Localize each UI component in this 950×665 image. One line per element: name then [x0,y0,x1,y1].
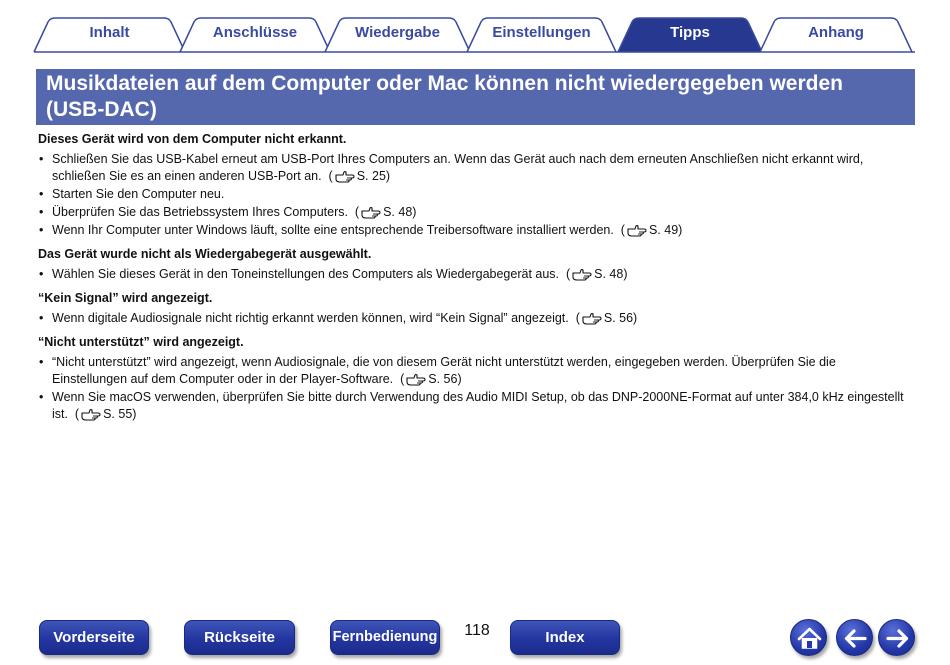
page-number: 118 [464,622,490,639]
bullet-list [38,151,908,239]
page-reference-label: S. 48 [594,267,624,281]
page-reference[interactable]: ( S. 48) [347,205,417,219]
tab-anschlüsse[interactable]: Anschlüsse [212,24,298,41]
next-page-button[interactable] [878,619,915,656]
list-item [38,354,908,388]
index-button[interactable]: Index [510,620,620,655]
bullet-list [38,310,908,327]
list-item-text: Schließen Sie das USB-Kabel erneut am USB-Port Ihres Computers an. Wenn das Gerät auch nach dem erneuten Anschließen nicht erkannt wird, schließen Sie es an einen anderen USB-Port an. [52,152,864,183]
page-title: Musikdateien auf dem Computer oder Mac können nicht wiedergegeben werden (USB-DAC) [36,69,915,125]
page-reference[interactable]: ( S. 48) [559,267,628,281]
reference-hand-icon [582,312,602,325]
tab-tipps[interactable]: Tipps [670,24,710,41]
page-reference[interactable]: ( S. 49) [613,223,683,237]
page-reference-label: S. 48 [383,205,413,219]
troubleshooting-section [38,246,908,283]
section-heading: Dieses Gerät wird von dem Computer nicht erkannt. [38,132,347,146]
arrow-left-icon [837,620,874,657]
tab-bar [0,0,950,56]
page-reference[interactable]: ( S. 25) [321,169,391,183]
home-icon [791,620,828,657]
reference-hand-icon [361,206,381,219]
tab-inhalt[interactable]: Inhalt [89,24,130,41]
tab-anhang[interactable]: Anhang [808,24,864,41]
section-heading: “Nicht unterstützt” wird angezeigt. [38,335,244,349]
list-item [38,266,908,283]
content-area [38,131,908,430]
page-reference-label: S. 49 [648,223,679,237]
tab-einstellungen[interactable]: Einstellungen [492,24,591,41]
home-button[interactable] [790,619,827,656]
page-reference-label: S. 56 [428,372,458,386]
troubleshooting-section [38,334,908,423]
list-item [38,222,908,239]
section-heading: Das Gerät wurde nicht als Wiedergabegerät ausgewählt. [38,247,372,261]
page-reference[interactable]: ( S. 56) [393,372,462,386]
list-item-text: Wählen Sie dieses Gerät in den Toneinstellungen des Computers als Wiedergabegerät aus. [52,267,560,281]
page-reference-label: S. 55 [103,407,133,421]
list-item-text: Starten Sie den Computer neu. [52,187,225,201]
list-item [38,389,908,423]
troubleshooting-section [38,290,908,327]
tab-wiedergabe[interactable]: Wiedergabe [355,24,440,41]
list-item-text: Wenn Ihr Computer unter Windows läuft, sollte eine entsprechende Treibersoftware installiert werden. [52,223,614,237]
page-reference-label: S. 25 [356,169,386,183]
section-heading: “Kein Signal” wird angezeigt. [38,291,213,305]
previous-page-button[interactable] [836,619,873,656]
list-item [38,310,908,327]
bullet-list [38,266,908,283]
front-page-button[interactable]: Vorderseite [39,620,149,655]
list-item-text: “Nicht unterstützt” wird angezeigt, wenn Audiosignale, die von diesem Gerät nicht unterstützt werden, eingegeben werden. Überprüfen Sie die Einstellungen auf dem Computer oder in der Player-Software. [52,355,836,386]
back-page-button[interactable]: Rückseite [184,620,295,655]
page-reference[interactable]: ( S. 56) [568,311,638,325]
list-item-text: Überprüfen Sie das Betriebssystem Ihres Computers. [52,205,348,219]
troubleshooting-section [38,131,908,239]
arrow-right-icon [879,620,916,657]
page-reference[interactable]: ( S. 55) [67,407,137,421]
reference-hand-icon [627,224,647,237]
reference-hand-icon [81,408,101,421]
bullet-list [38,354,908,423]
list-item-text: Wenn digitale Audiosignale nicht richtig erkannt werden können, wird “Kein Signal” angezeigt. [52,311,569,325]
remote-control-button[interactable]: Fernbedienung [330,620,440,655]
list-item [38,204,908,221]
reference-hand-icon [406,373,426,386]
list-item-text: Wenn Sie macOS verwenden, überprüfen Sie bitte durch Verwendung des Audio MIDI Setup, ob das DNP-2000NE-Format auf unter 384,0 kHz eingestellt ist. [52,390,904,421]
list-item [38,151,908,185]
reference-hand-icon [335,170,355,183]
reference-hand-icon [572,268,592,281]
list-item [38,186,908,203]
page-reference-label: S. 56 [603,311,634,325]
